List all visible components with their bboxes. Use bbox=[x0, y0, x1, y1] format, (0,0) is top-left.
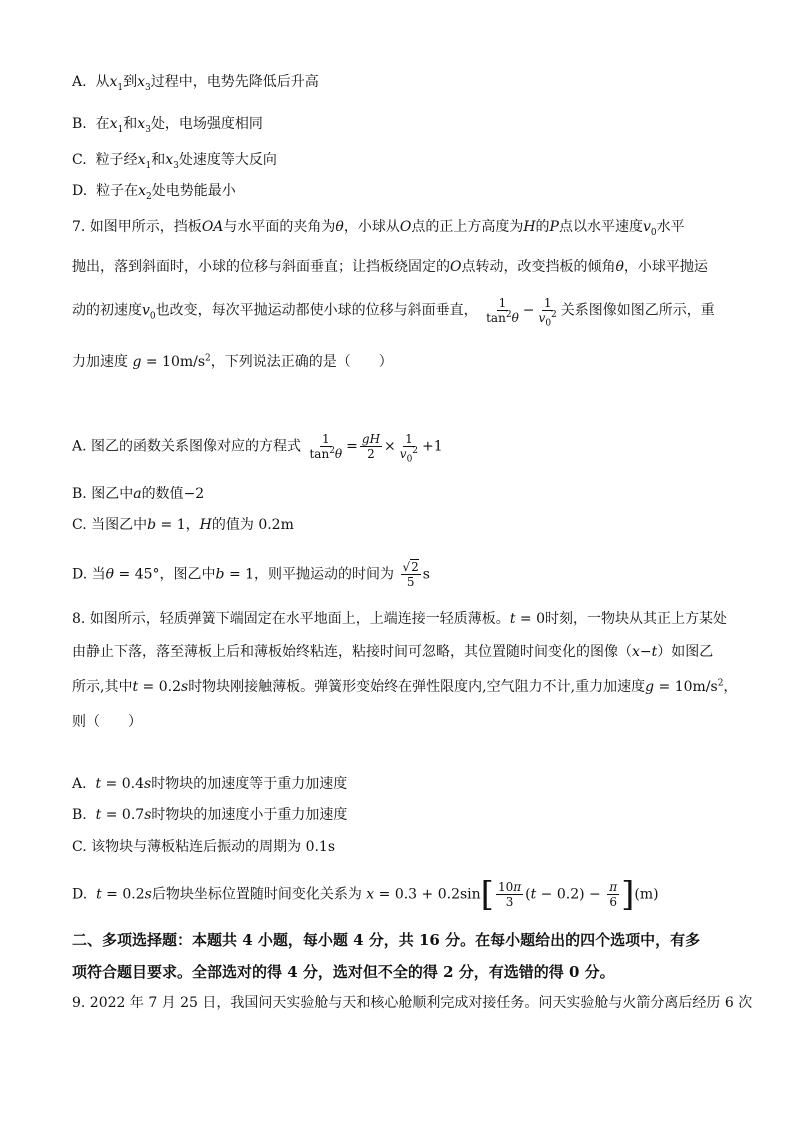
q7-option-a: A. 图乙的函数关系图像对应的方程式 $\frac{1}{\tan^2\theta}$ = $\frac{gH}{2}$ × $\frac{1}{v_0^2}$ +1 bbox=[72, 432, 443, 465]
q6-option-c: C. 粒子经$x_1$和$x_3$处速度等大反向 bbox=[72, 152, 277, 171]
q7-stem-line1: 7. 如图甲所示，挡板OA与水平面的夹角为θ，小球从O点的正上方高度为H的P点以水平速度$v_0$水平 bbox=[72, 219, 685, 238]
q6-option-b: B. 在$x_1$和$x_3$处，电场强度相同 bbox=[72, 116, 263, 135]
q8-option-b: B. t = 0.7s时物块的加速度小于重力加速度 bbox=[72, 807, 348, 823]
q6-option-d: D. 粒子在$x_2$处电势能最小 bbox=[72, 183, 236, 202]
q8-option-c: C. 该物块与薄板粘连后振动的周期为 0.1s bbox=[72, 839, 336, 855]
q8-stem-line4: 则（ ） bbox=[72, 714, 142, 730]
q7-stem-line3: 动的初速度$v_0$也改变，每次平抛运动都使小球的位移与斜面垂直， $\frac{1}{\tan^2\theta}$ − $\frac{1}{v_0^2}$ 关系图像如图乙所示，重 bbox=[72, 296, 715, 329]
q8-stem-line1: 8. 如图所示，轻质弹簧下端固定在水平地面上，上端连接一轻质薄板。t = 0时刻，一物块从其正上方某处 bbox=[72, 611, 727, 627]
q8-option-d: D. t = 0.2s后物块坐标位置随时间变化关系为 x = 0.3 + 0.2sin[ $\frac{10\pi}{3}$ (t − 0.2) − $\frac{\pi}{6}$ ](m) bbox=[72, 874, 659, 915]
q8-stem-line2: 由静止下落，落至薄板上后和薄板始终粘连，粘接时间可忽略，其位置随时间变化的图像（x−t）如图乙 bbox=[72, 644, 714, 660]
q8-option-a: A. t = 0.4s时物块的加速度等于重力加速度 bbox=[72, 776, 348, 792]
q7-stem-line2: 抛出，落到斜面时，小球的位移与斜面垂直；让挡板绕固定的O点转动，改变挡板的倾角θ，小球平抛运 bbox=[72, 259, 708, 275]
q9-stem-line1: 9. 2022 年 7 月 25 日，我国问天实验舱与天和核心舱顺利完成对接任务。问天实验舱与火箭分离后经历 6 次 bbox=[72, 995, 753, 1011]
q8-stem-line3: 所示,其中t = 0.2s时物块刚接触薄板。弹簧形变始终在弹性限度内,空气阻力不计,重力加速度$g = 10m/s^2$， bbox=[72, 678, 738, 695]
q7-fraction-tan: $\frac{1}{\tan^2\theta}$ bbox=[486, 296, 519, 325]
q7-stem-line4: 力加速度 $g = 10m/s^2$，下列说法正确的是（ ） bbox=[72, 353, 393, 370]
q7-option-d: D. 当θ = 45°，图乙中b = 1，则平抛运动的时间为 $\frac{√2}{5}$ s bbox=[72, 560, 430, 589]
section2-heading-line2: 项符合题目要求。全部选对的得 4 分，选对但不全的得 2 分，有选错的得 0 分。 bbox=[72, 963, 615, 981]
q6-option-a: A. 从$x_1$到$x_3$过程中，电势先降低后升高 bbox=[72, 74, 319, 93]
q7-option-c: C. 当图乙中b = 1，H的值为 0.2m bbox=[72, 517, 294, 533]
q7-option-b: B. 图乙中a的数值−2 bbox=[72, 486, 205, 502]
q7-fraction-v0: $\frac{1}{v_0^2}$ bbox=[538, 296, 557, 329]
section2-heading-line1: 二、多项选择题：本题共 4 小题，每小题 4 分，共 16 分。在每小题给出的四个选项中，有多 bbox=[72, 931, 701, 949]
